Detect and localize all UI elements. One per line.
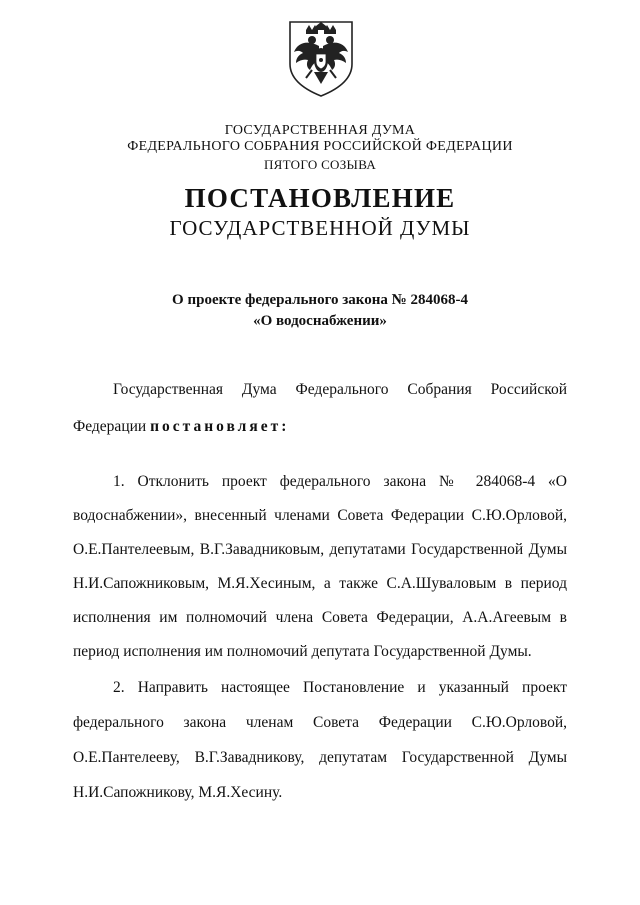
header-line-1: ГОСУДАРСТВЕННАЯ ДУМА	[224, 123, 416, 138]
item-2-line: федерального закона членам Совета Федерации С.Ю.Орловой,	[73, 714, 567, 731]
preamble-line-2-start: Федерации	[73, 418, 151, 435]
document-title: ПОСТАНОВЛЕНИЕ	[184, 183, 456, 213]
item-1-line: исполнения им полномочий члена Совета Федерации, А.А.Агеевым в	[73, 609, 567, 626]
item-1-line: 1. Отклонить проект федерального закона № 284068-4 «О	[113, 473, 567, 490]
item-1-line: период исполнения им полномочий депутата Государственной Думы.	[73, 643, 532, 660]
subject-line-1: О проекте федерального закона № 284068-4	[172, 292, 468, 308]
document-subtitle: ГОСУДАРСТВЕННОЙ ДУМЫ	[169, 216, 471, 240]
item-1-line: Н.И.Сапожниковым, М.Я.Хесиным, а также С.А.Шуваловым в период	[73, 575, 567, 592]
header-line-3: ПЯТОГО СОЗЫВА	[263, 157, 377, 172]
item-1-line: О.Е.Пантелеевым, В.Г.Завадниковым, депутатами Государственной Думы	[73, 541, 567, 558]
item-2-line: О.Е.Пантелееву, В.Г.Завадникову, депутатам Государственной Думы	[73, 749, 567, 766]
item-2-line: 2. Направить настоящее Постановление и указанный проект	[113, 679, 567, 696]
item-2-line: Н.И.Сапожникову, М.Я.Хесину.	[73, 784, 283, 801]
decree-keyword: постановляет:	[150, 418, 290, 435]
subject-line-2: «О водоснабжении»	[253, 313, 387, 329]
preamble-line-1: Государственная Дума Федерального Собрания Российской	[113, 381, 567, 398]
coat-of-arms-icon	[286, 18, 356, 98]
item-1-line: водоснабжении», внесенный членами Совета Федерации С.Ю.Орловой,	[73, 507, 567, 524]
preamble-line-2	[73, 417, 567, 437]
header-line-2: ФЕДЕРАЛЬНОГО СОБРАНИЯ РОССИЙСКОЙ ФЕДЕРАЦИИ	[127, 139, 513, 154]
